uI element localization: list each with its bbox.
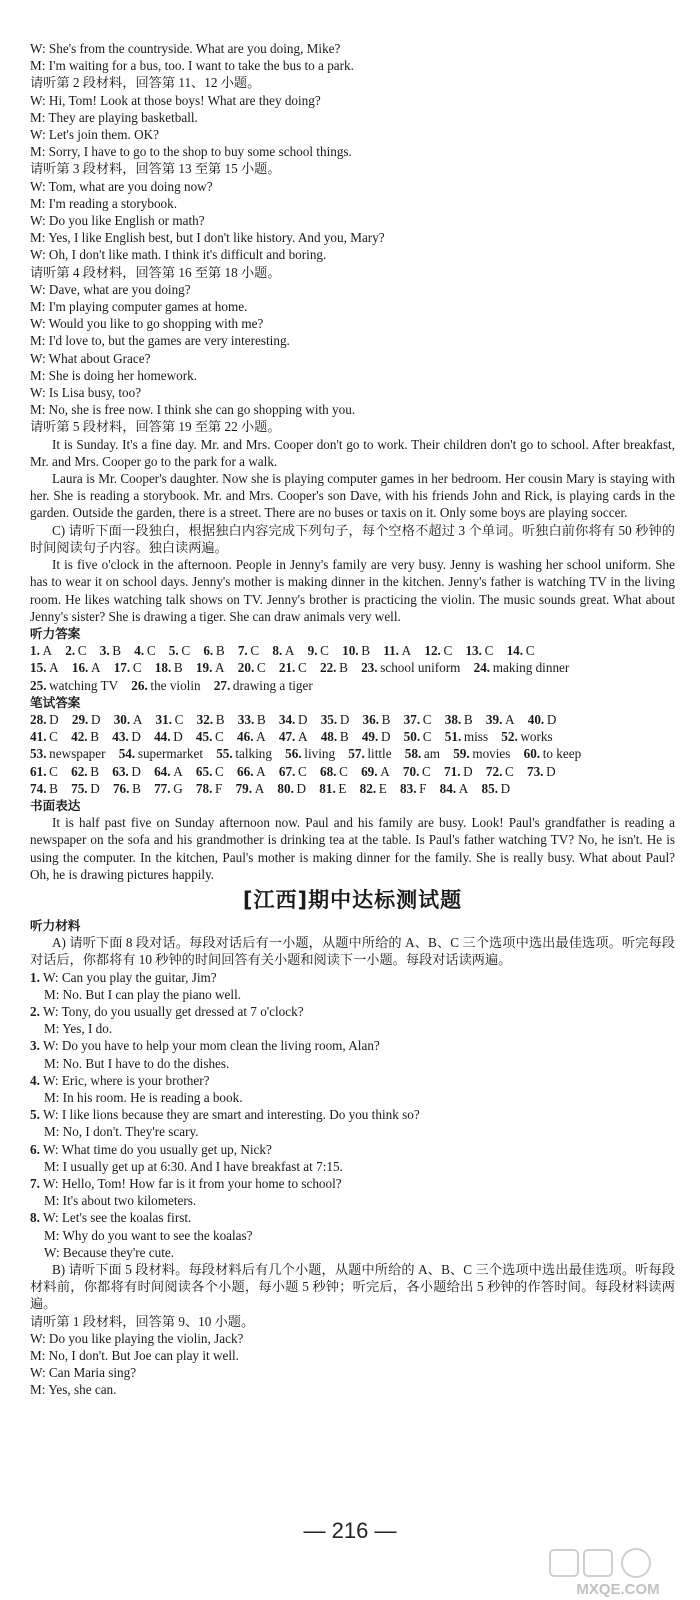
answer-value: D [296,780,307,796]
dialogue-line: W: Can Maria sing? [30,1365,137,1381]
answer-number: 59. [453,746,470,762]
answer-number: 31. [155,711,173,727]
dialogue-line: M: I'd love to, but the games are very interesting. [30,333,290,349]
answer-value: A [401,643,412,659]
answer-number: 27. [213,677,231,693]
dialogue-line [30,1003,675,1020]
answer-value: D [500,780,511,796]
answer-number: 11. [383,643,399,659]
answer-value: B [339,660,348,676]
dialogue-text: M: Why do you want to see the koalas? [44,1227,253,1243]
answer-number: 56. [285,746,302,762]
dialogue-text: W: Hello, Tom! How far is it from your home to school? [42,1176,342,1191]
dialogue-line: 请听第 4 段材料，回答第 16 至第 18 小题。 [30,264,281,280]
answer-number: 68. [319,763,337,779]
answer-value: G [173,780,183,796]
dialogue-line [30,1123,675,1140]
dialogue-line: W: Let's join them. OK? [30,127,159,143]
dialogue-line: M: No, she is free now. I think she can go shopping with you. [30,402,356,418]
answer-number: 20. [237,660,255,676]
answer-value: D [90,780,100,796]
answer-value: watching TV [49,677,119,693]
answer-number: 50. [403,729,421,745]
answer-value: works [520,729,553,745]
answer-value: B [49,780,58,796]
answer-number: 23. [361,660,378,676]
answer-value: talking [235,746,272,762]
dialogue-text: M: I usually get up at 6:30. And I have breakfast at 7:15. [44,1158,343,1174]
written-answers [30,711,675,797]
answer-number: 61. [30,763,47,779]
answer-value: A [297,729,308,745]
dialogue-line: M: Yes, she can. [30,1382,117,1398]
answer-number: 54. [118,746,136,762]
answer-number: 47. [278,729,296,745]
answer-number: 33. [237,711,255,727]
answer-value: B [90,729,100,745]
answer-value: D [339,711,350,727]
answer-value: C [422,729,432,745]
answer-number: 81. [319,780,336,796]
answer-number: 39. [485,711,503,727]
answer-value: making dinner [492,660,570,676]
answer-value: C [250,643,260,659]
answer-value: E [338,780,347,796]
answer-number: 67. [278,763,296,779]
answer-value: little [367,746,392,762]
answer-number: 49. [361,729,379,745]
listening-answers-heading: 听力答案 [30,625,81,641]
answer-number: 51. [444,729,462,745]
answer-value: A [215,660,225,676]
answer-value: A [254,780,265,796]
dialogue-line [30,1192,675,1209]
dialogue-line: 请听第 5 段材料，回答第 19 至第 22 小题。 [30,419,281,435]
answer-value: B [173,660,183,676]
question-number: 3. [30,1038,40,1054]
dialogue-line: W: She's from the countryside. What are you doing, Mike? [30,41,341,56]
answer-value: supermarket [137,746,204,762]
written-answers-heading: 笔试答案 [30,694,81,710]
dialogue-line: M: I'm playing computer games at home. [30,299,248,315]
answer-value: A [42,643,53,659]
answer-value: F [419,780,427,796]
answer-number: 43. [112,729,129,745]
answer-number: 6. [203,643,214,659]
answer-value: E [378,780,387,796]
answer-number: 60. [523,746,541,762]
answer-number: 22. [319,660,337,676]
answer-value: A [256,729,266,745]
answer-value: movies [472,746,511,762]
question-number: 1. [30,969,40,985]
dialogue-line: W: Would you like to go shopping with me? [30,316,264,332]
answer-value: C [174,711,184,727]
answer-value: C [132,660,142,676]
dialogue-line: W: Dave, what are you doing? [30,281,191,297]
dialogue-line [30,969,675,986]
dialogue-text: W: Can you play the guitar, Jim? [42,969,217,985]
dialogue-line: M: They are playing basketball. [30,109,198,125]
answer-number: 19. [195,660,213,676]
dialogue-line [30,1209,675,1226]
answer-number: 44. [154,729,171,745]
answer-row [30,745,675,762]
dialogue-block-top [30,40,675,436]
answer-number: 34. [278,711,296,727]
answer-value: C [320,643,329,659]
dialogue-text: M: It's about two kilometers. [44,1193,197,1209]
answer-number: 8. [272,643,283,659]
answer-number: 28. [30,711,47,727]
answer-number: 17. [113,660,131,676]
answer-row [30,642,675,659]
answer-value: D [380,729,391,745]
answer-number: 38. [444,711,462,727]
listening-answers [30,642,675,694]
answer-row [30,659,675,676]
dialogue-line [30,1227,675,1244]
answer-row [30,728,675,745]
answer-number: 21. [278,660,296,676]
page-number: — 216 — [303,1518,397,1543]
answer-number: 26. [131,677,148,693]
dialogue-line: W: Tom, what are you doing now? [30,178,213,194]
answer-row [30,780,675,797]
monologue-paragraph-2: Laura is Mr. Cooper's daughter. Now she is playing computer games in her bedroom. Her cousin Mary is staying with her. She is reading a storybook. Mr. and Mrs. Cooper's son Dave, with his friends John and Rick, is playing cards in the garden. Outside the garden, there is a street. There are no buses or taxis on it. Only some boys are playing soccer. [30,471,675,521]
answer-number: 66. [237,763,254,779]
answer-number: 77. [154,780,171,796]
answer-value: newspaper [49,746,106,762]
answer-number: 74. [30,780,47,796]
part-c-instructions: C) 请听下面一段独白，根据独白内容完成下列句子，每个空格不超过 3 个单词。听独白前你将有 50 秒钟的时间阅读句子内容。独白读两遍。 [30,522,675,555]
writing-heading: 书面表达 [30,797,81,813]
dialogue-line [30,1072,675,1089]
answer-value: D [546,711,557,727]
question-number: 6. [30,1141,40,1157]
answer-number: 55. [216,746,233,762]
answer-number: 24. [473,660,491,676]
answer-value: am [423,746,440,762]
answer-number: 5. [168,643,179,659]
dialogue-line: M: Yes, I like English best, but I don't like history. And you, Mary? [30,230,385,246]
answer-value: A [458,780,469,796]
answer-number: 3. [99,643,110,659]
answer-number: 36. [362,711,380,727]
dialogue-block-bottom [30,1313,675,1399]
answer-number: 2. [65,643,76,659]
part-b-instructions: B) 请听下面 5 段材料。每段材料后有几个小题，从题中所给的 A、B、C 三个选项中选出最佳选项。听每段材料前，你都将有时间阅读各个小题，每小题 5 秒钟；听完后，各小题给出 5 秒钟的作答时间。每段材料读两遍。 [30,1262,675,1312]
answer-value: D [131,763,141,779]
answer-number: 75. [71,780,88,796]
answer-value: A [90,660,101,676]
answer-value: B [339,729,349,745]
answer-number: 65. [195,763,213,779]
answer-value: B [361,643,371,659]
answer-number: 53. [30,746,47,762]
dialogue-line: W: Do you like playing the violin, Jack? [30,1330,244,1346]
dialogue-line: 请听第 1 段材料，回答第 9、10 小题。 [30,1313,255,1329]
question-number: 5. [30,1107,40,1123]
answer-number: 45. [195,729,213,745]
answer-number: 10. [342,643,359,659]
dialogue-text: W: Let's see the koalas first. [42,1210,192,1226]
answer-value: drawing a tiger [232,677,313,693]
answer-number: 46. [237,729,254,745]
answer-number: 14. [506,643,524,659]
answer-number: 78. [195,780,213,796]
answer-value: the violin [150,677,201,693]
listening-material-heading: 听力材料 [30,917,81,933]
answer-number: 18. [154,660,172,676]
answer-number: 9. [307,643,318,659]
monologue-paragraph-3: It is five o'clock in the afternoon. People in Jenny's family are very busy. Jenny is washing her school uniform. She has to wear it on school days. Jenny's mother is making dinner in the kitchen. Jenny's father is watching TV in the living room. He likes watching talk shows on TV. Jenny's brother is practicing the violin. The music sounds great. What about Jenny's sister? She is drawing a tiger. She can draw animals very well. [30,557,675,624]
answer-value: C [525,643,535,659]
answer-value: D [131,729,141,745]
answer-number: 80. [277,780,294,796]
answer-value: C [422,763,431,779]
monologue-paragraph-1: It is Sunday. It's a fine day. Mr. and Mrs. Cooper don't go to work. Their children don't go to school. After breakfast, Mr. and Mrs. Cooper go to the park for a walk. [30,436,675,469]
question-number: 8. [30,1210,40,1226]
answer-row [30,711,675,728]
dialogue-line: M: No, I don't. But Joe can play it well. [30,1348,239,1364]
answer-value: B [463,711,473,727]
answer-value: C [443,643,453,659]
answer-value: A [284,643,295,659]
answer-value: D [90,711,101,727]
question-number: 2. [30,1003,40,1019]
answer-value: C [146,643,156,659]
answer-value: D [546,763,556,779]
answer-value: C [77,643,87,659]
answer-value: A [49,660,59,676]
question-number: 4. [30,1072,40,1088]
answer-number: 13. [465,643,482,659]
answer-value: to keep [542,746,582,762]
answer-value: C [256,660,266,676]
answer-number: 58. [404,746,422,762]
dialogue-line: W: What about Grace? [30,350,151,366]
answer-number: 40. [527,711,545,727]
dialogue-line: M: I'm waiting for a bus, too. I want to take the bus to a park. [30,58,354,74]
dialogue-line: W: Do you like English or math? [30,213,205,229]
answer-number: 70. [402,763,420,779]
answer-number: 29. [71,711,89,727]
answer-number: 84. [439,780,457,796]
answer-value: A [380,763,390,779]
dialogue-line: 请听第 2 段材料，回答第 11、12 小题。 [30,75,261,91]
dialogue-text: W: What time do you usually get up, Nick? [42,1141,272,1157]
answer-value: D [463,763,473,779]
dialogue-line [30,1106,675,1123]
answer-value: B [381,711,391,727]
answer-number: 63. [112,763,129,779]
answer-value: living [304,746,336,762]
answer-value: B [132,780,141,796]
answer-value: B [215,643,225,659]
dialogue-text: M: No. But I can play the piano well. [44,986,242,1002]
dialogue-line: W: Is Lisa busy, too? [30,385,142,401]
dialogue-line [30,1158,675,1175]
dialogue-line [30,986,675,1003]
dialogue-text: M: Yes, I do. [44,1021,113,1037]
answer-value: C [181,643,191,659]
answer-value: C [484,643,494,659]
answer-value: A [256,763,266,779]
answer-number: 62. [71,763,88,779]
answer-number: 1. [30,643,40,659]
answer-value: D [297,711,308,727]
dialogue-text: W: Because they're cute. [44,1244,175,1260]
answer-row [30,677,675,694]
dialogues-list [30,969,675,1261]
dialogue-line [30,1244,675,1261]
answer-value: C [215,729,224,745]
answer-value: miss [463,729,489,745]
answer-value: C [297,763,307,779]
dialogue-line [30,1037,675,1054]
dialogue-line: M: She is doing her homework. [30,367,198,383]
content-column [30,40,675,1399]
answer-number: 42. [71,729,88,745]
dialogue-text: W: Tony, do you usually get dressed at 7 o'clock? [42,1003,304,1019]
answer-number: 48. [320,729,338,745]
dialogue-line: 请听第 3 段材料，回答第 13 至第 15 小题。 [30,161,281,177]
answer-value: D [49,711,59,727]
answer-value: A [505,711,515,727]
writing-sample: It is half past five on Sunday afternoon now. Paul and his family are busy. Look! Paul's grandfather is reading a newspaper on the sofa and his grandmother is drinking tea at the table. Is Paul's father watching TV? No, he isn't. He is using the computer. In the kitchen, Paul's mother is making dinner for the family. She is really busy. What about Paul? Oh, he is drawing pictures happily. [30,815,675,882]
answer-number: 72. [485,763,503,779]
answer-number: 83. [400,780,417,796]
answer-number: 4. [134,643,145,659]
answer-number: 57. [348,746,365,762]
dialogue-text: W: I like lions because they are smart and interesting. Do you think so? [42,1107,420,1123]
dialogue-line [30,1175,675,1192]
answer-value: C [339,763,348,779]
answer-value: C [422,711,432,727]
answer-number: 79. [235,780,253,796]
answer-number: 85. [481,780,498,796]
answer-number: 12. [424,643,441,659]
answer-value: B [90,763,100,779]
answer-value: A [132,711,143,727]
dialogue-line: M: Sorry, I have to go to the shop to buy some school things. [30,144,352,160]
watermark-logo [544,1546,694,1598]
answer-value: F [215,780,223,796]
dialogue-line [30,1055,675,1072]
dialogue-text: W: Eric, where is your brother? [42,1072,210,1088]
answer-number: 25. [30,677,47,693]
section-title: [江西]期中达标测试题 [242,887,463,912]
part-a-instructions: A) 请听下面 8 段对话。每段对话后有一小题，从题中所给的 A、B、C 三个选项中选出最佳选项。听完每段对话后，你都将有 10 秒钟的时间回答有关小题和阅读下一小题。每段对话读两遍。 [30,935,675,968]
answer-value: C [505,763,514,779]
answer-number: 15. [30,660,47,676]
dialogue-line: W: Oh, I don't like math. I think it's difficult and boring. [30,247,327,263]
answer-number: 69. [361,763,378,779]
answer-value: B [112,643,122,659]
answer-number: 64. [154,763,171,779]
dialogue-text: M: In his room. He is reading a book. [44,1089,243,1105]
answer-number: 35. [320,711,338,727]
svg-text:MXQE.COM: MXQE.COM [576,1581,660,1598]
answer-value: A [173,763,183,779]
answer-value: C [49,729,58,745]
answer-value: school uniform [380,660,461,676]
dialogue-line: W: Hi, Tom! Look at those boys! What are they doing? [30,92,321,108]
answer-value: C [215,763,224,779]
answer-number: 37. [403,711,421,727]
answer-number: 16. [71,660,89,676]
answer-number: 41. [30,729,47,745]
answer-number: 30. [113,711,131,727]
answer-value: C [297,660,307,676]
answer-number: 76. [112,780,130,796]
dialogue-line [30,1141,675,1158]
question-number: 7. [30,1176,40,1191]
dialogue-line [30,1020,675,1037]
dialogue-line: M: I'm reading a storybook. [30,195,178,211]
answer-value: B [215,711,225,727]
dialogue-text: M: No. But I have to do the dishes. [44,1055,230,1071]
answer-value: D [173,729,183,745]
answer-number: 82. [359,780,377,796]
answer-number: 71. [444,763,461,779]
answer-value: C [49,763,58,779]
answer-number: 7. [237,643,248,659]
answer-number: 32. [196,711,214,727]
answer-number: 52. [501,729,518,745]
answer-value: B [256,711,266,727]
answer-number: 73. [526,763,544,779]
dialogue-line [30,1089,675,1106]
answer-row [30,763,675,780]
dialogue-text: W: Do you have to help your mom clean the living room, Alan? [42,1038,380,1054]
dialogue-text: M: No, I don't. They're scary. [44,1124,199,1140]
